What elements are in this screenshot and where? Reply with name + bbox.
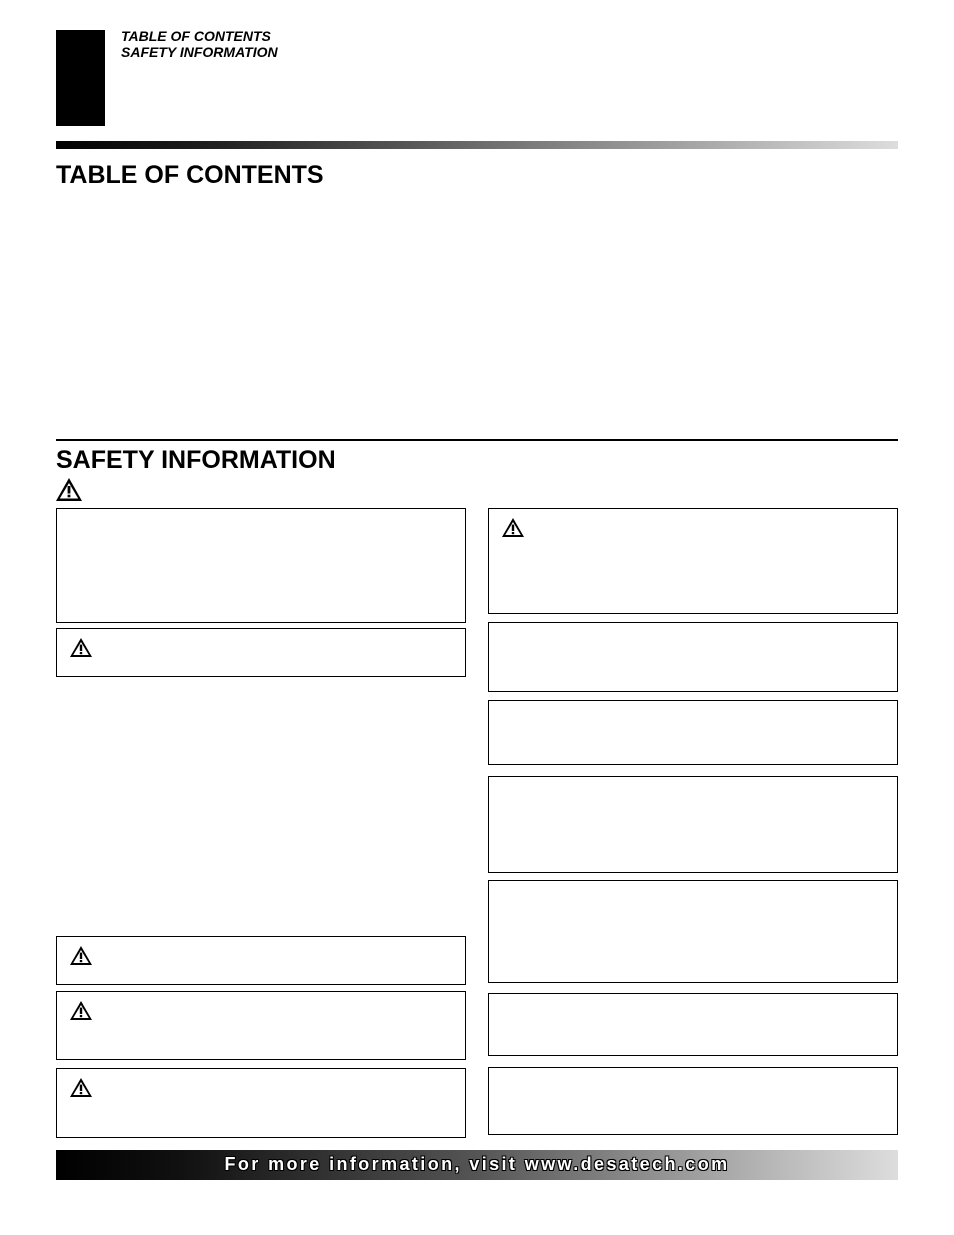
header-labels xyxy=(121,28,278,60)
footer-website-text: For more information, visit www.desatech.com xyxy=(224,1154,730,1174)
warning-triangle-icon xyxy=(501,517,525,538)
warning-triangle-icon xyxy=(69,637,93,658)
warning-triangle-icon xyxy=(69,1077,93,1098)
header-label-safety: SAFETY INFORMATION xyxy=(121,44,278,60)
notice-box-right-5 xyxy=(488,880,898,983)
warning-triangle-icon xyxy=(55,477,83,502)
warning-box-left-5 xyxy=(56,1068,466,1138)
notice-box-right-4 xyxy=(488,776,898,873)
notice-box-right-7 xyxy=(488,1067,898,1135)
header-black-tab xyxy=(56,30,105,126)
header-gradient-rule xyxy=(56,141,898,149)
safety-title: SAFETY INFORMATION xyxy=(56,446,336,474)
toc-title: TABLE OF CONTENTS xyxy=(56,161,324,189)
warning-box-right-1 xyxy=(488,508,898,614)
warning-box-left-4 xyxy=(56,991,466,1060)
warning-box-left-2 xyxy=(56,628,466,677)
header-label-toc: TABLE OF CONTENTS xyxy=(121,28,271,44)
notice-box-left-1 xyxy=(56,508,466,623)
notice-box-right-6 xyxy=(488,993,898,1056)
warning-triangle-icon xyxy=(69,1000,93,1021)
notice-box-right-2 xyxy=(488,622,898,692)
notice-box-right-3 xyxy=(488,700,898,765)
warning-triangle-icon xyxy=(69,945,93,966)
warning-box-left-3 xyxy=(56,936,466,985)
safety-divider xyxy=(56,439,898,441)
